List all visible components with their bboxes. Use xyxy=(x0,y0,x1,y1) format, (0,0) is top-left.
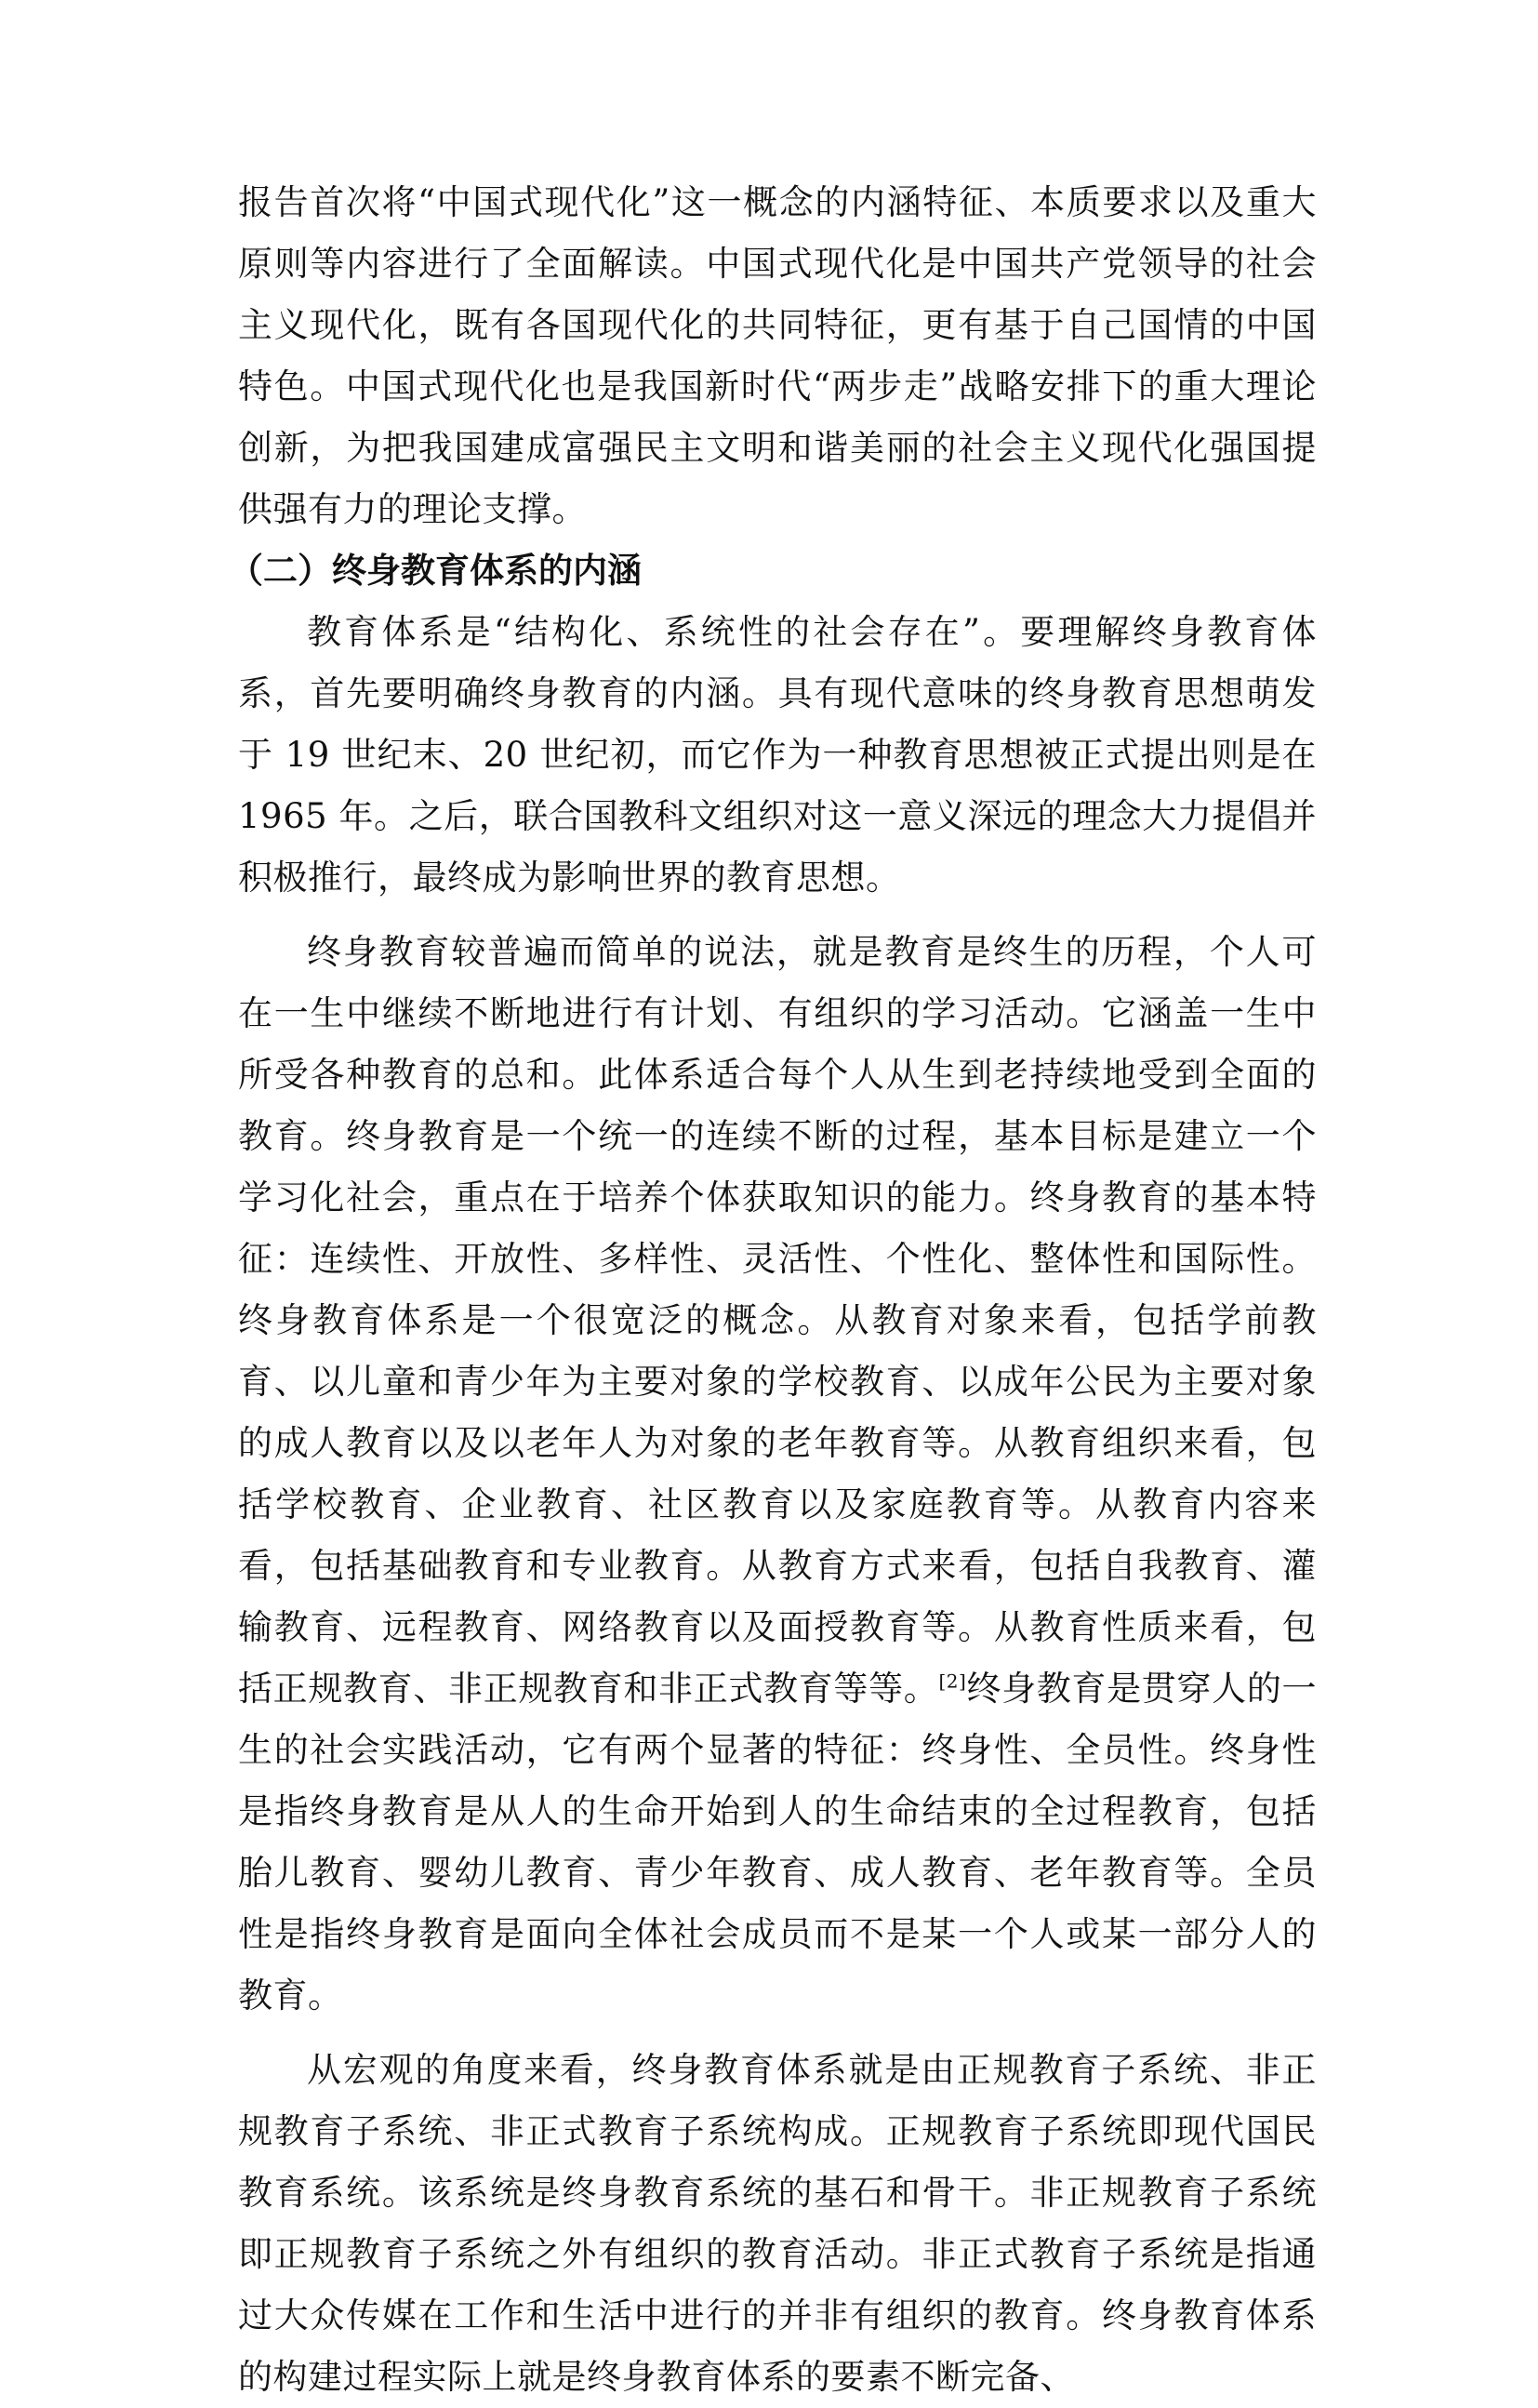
paragraph-text-part-1: 终身教育较普遍而简单的说法，就是教育是终生的历程，个人可在一生中继续不断地进行有计划、有组织的学习活动。它涵盖一生中所受各种教育的总和。此体系适合每个人从生到老持续地受到全面的教育。终身教育是一个统一的连续不断的过程，基本目标是建立一个学习化社会，重点在于培养个体获取知识的能力。终身教育的基本特征：连续性、开放性、多样性、灵活性、个性化、整体性和国际性。终身教育体系是一个很宽泛的概念。从教育对象来看，包括学前教育、以儿童和青少年为主要对象的学校教育、以成年公民为主要对象的成人教育以及以老年人为对象的老年教育等。从教育组织来看，包括学校教育、企业教育、社区教育以及家庭教育等。从教育内容来看，包括基础教育和专业教育。从教育方式来看，包括自我教育、灌输教育、远程教育、网络教育以及面授教育等。从教育性质来看，包括正规教育、非正规教育和非正式教育等等。 xyxy=(238,932,1317,1709)
paragraph-continuation: 报告首次将“中国式现代化”这一概念的内涵特征、本质要求以及重大原则等内容进行了全面解读。中国式现代化是中国共产党领导的社会主义现代化，既有各国现代化的共同特征，更有基于自己国情的中国特色。中国式现代化也是我国新时代“两步走”战略安排下的重大理论创新，为把我国建成富强民主文明和谐美丽的社会主义现代化强国提供强有力的理论支撑。 xyxy=(238,182,1317,529)
section-heading: （二）终身教育体系的内涵 xyxy=(229,551,642,591)
page-body xyxy=(229,172,1317,2408)
paragraph-lifelong-education xyxy=(238,922,1317,2027)
paragraph-text-part-2: 终身教育是贯穿人的一生的社会实践活动，它有两个显著的特征：终身性、全员性。终身性是指终身教育是从人的生命开始到人的生命结束的全过程教育，包括胎儿教育、婴幼儿教育、青少年教育、成人教育、老年教育等。全员性是指终身教育是面向全体社会成员而不是某一个人或某一部分人的教育。 xyxy=(238,1669,1317,2016)
citation-marker: [2] xyxy=(938,1670,967,1693)
paragraph-education-system: 教育体系是“结构化、系统性的社会存在”。要理解终身教育体系，首先要明确终身教育的内涵。具有现代意味的终身教育思想萌发于 19 世纪末、20 世纪初，而它作为一种教育思想被正式提出则是在 1965 年。之后，联合国教科文组织对这一意义深远的理念大力提倡并积极推行，最终成为影响世界的教育思想。 xyxy=(238,612,1317,898)
paragraph-macro-view: 从宏观的角度来看，终身教育体系就是由正规教育子系统、非正规教育子系统、非正式教育子系统构成。正规教育子系统即现代国民教育系统。该系统是终身教育系统的基石和骨干。非正规教育子系统即正规教育子系统之外有组织的教育活动。非正式教育子系统是指通过大众传媒在工作和生活中进行的并非有组织的教育。终身教育体系的构建过程实际上就是终身教育体系的要素不断完备、 xyxy=(238,2050,1317,2397)
